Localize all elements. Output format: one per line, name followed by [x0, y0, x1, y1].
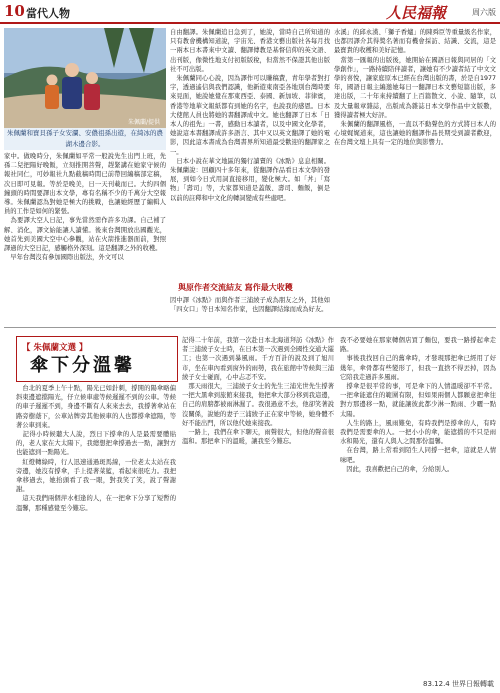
source-footer: 83.12.4 世界日報轉載	[423, 680, 494, 688]
article1-subhead: 與原作者交流結友 寫作最大收穫	[178, 283, 293, 292]
article1-column2: 自由翻譯。朱佩蘭追日急到了，她說，當時自己所知道的只有教會機構知道說，宇宙光、香港文藝出版社各每月找一兩本日本書來中文讀、翻譯傳教是基督信仰的英文語、出刊版，像微性地支付初版版稅，但當然不保證其他出版社不可出版。 朱佩蘭同心心說，因為譯作可以賺稿費，青年學者對打字，透過遙信與我們認識，他新遊東南亞各地別台灣時要來見面，她說她覺在那東西亞、泰國、新加坡、菲律賓，香港等地華文報紙都有到她的名字，也說我的感恩。日本大使館人員也將她的書翻譯成中文。她也翻譯了日本「日本人的祖先」一書，感動日本讀者，以及中國文化學者，她說這本書翻譯成許多語言、其中又以英文翻譯了她的電影，因此這本書成為台灣書界所知道最受歡迎的翻譯家之一。 日本小說在華文地區的獨行讀賣的《冰點》息息相關。朱佩蘭說：回顧四十多年來，從翻譯作品看日本文學的發展，到如今日式用詞直接移用，變化極大。如「丼」「寫物」「壽司」等，大家都知道是蓋飯、壽司、麵飯，倒是以前的註釋和中文化的轉詞變成有些處吧。	[170, 29, 330, 202]
page-number: 10	[4, 2, 25, 20]
article2-column3: 我不必要她在那家轉個店買了麵包，要我一路撐起傘走路。 事後我找回自己的舊傘時，才發現那把傘已經用了好幾年，傘骨都有些變形了，但我一直捨不得丟掉，因為它陪我走過許多風雨。 撐傘是很平常的事，可是傘下的人情溫暖卻不平常。一把傘能遮住的範圍有限，但如果兩個人都願意把傘往對方那邊移一點，就能讓彼此都少淋一點雨、少曬一點太陽。 人生的路上，風雨難免，有時我們是撐傘的人，有時我們是需要傘的人。一把小小的傘，能遮擋的不只是雨水和陽光，還有人與人之間那份溫馨。 在台灣，路上常看到陌生人同撐一把傘，這就是人情味吧。 因此，我喜歡把自己的傘，分給別人。	[340, 337, 496, 473]
article2-tag: 【 朱佩蘭文選 】	[22, 343, 88, 353]
edition-label: 周六版	[472, 8, 496, 17]
article2-column1: 台北的夏季上午十點，陽光已如針刺，撐開的陽傘略偏斜東邊遮擋陽光，仔立候車處等候遲遲不到的公車。等候的車子遲遲不到，身邊不斷有人來來去去，我撐著傘站在路旁樹蔭下，公車站牌旁其他候車的人也都撐傘遮陽，等著公車到來。 記得小時候聽大人說，烈日下撐傘的人是最需要體貼的，老人家在大太陽下，我總想把傘撐過去一點，讓對方也能遮到一點陽光。 紅燈轉綠時，行人迅速通過斑馬線，一位老太太站在我旁邊，她沒有撐傘，手上提著菜籃，看起來很吃力。我把傘移過去，她抬頭看了我一眼，對我笑了笑，說了聲謝謝。 這天我們兩個萍水相逢的人，在一把傘下分享了短暫的溫馨，那種感覺至今難忘。	[16, 385, 176, 512]
family-photo	[4, 28, 166, 128]
article2-column2: 記得二十年前，我第一次赴日本北海道拜訪《冰點》作者三浦綾子女士時，在日本第一次遇到全國性交通大罷工；也第一次遇到暴風雨。千方百計的說及到了旭川市，坐在車內看到窗外的雨勢，我在旅館中等候與三浦綾子女士碰面，心中忐忑不安。 那天雨很大，三浦綾子女士的先生三浦光世先生撐著一把大黑傘到旅館來接我，他把傘大部分移到我這邊，自己的肩膀都被雨淋濕了。我很過意不去，他卻笑著說沒關係，說她的妻子三浦綾子正在家中等候，她身體不好不能出門，所以他代她來接我。 一路上，我們在傘下聊天，雨聲很大，但他的聲音很溫和。那把傘下的溫暖，讓我至今難忘。	[182, 337, 334, 446]
section-title: 當代人物	[26, 7, 70, 20]
article1-column1: 家中。做晚時分，朱佩蘭如平常一般說先生出門上班，先孫二兒把陽好晚飯，立刻推開菩聲，趕緊講在她家守候的報社同仁，可妙報社九點截稿時間已前帶回編稿部定稿，次日即可見報。等於是晚美，日一天刊載而已。大約四個鐘頭的時間要譯出本文學，專有名稱不少的千萬分大空報導。朱佩蘭認為對她是極大的挑戰，也讓她經歷了編輯人員的工作是如何的緊張。 為要譯大空人日記，事先當然需作許多功課。自己補了解、消化，譯文始能讓人讀懂。後來台灣開放出國觀光，她首先到美國大空中心參觀，站在火箭推進器面前，對照譯過的大空日記，感觸格外深刻。這是翻譯之外的收穫。 早年台灣沒有參加國際出版法，外文可以	[4, 153, 166, 262]
article1-column2b: 因中譯《冰點》而與作者三浦綾子成為朋友之外，其他如「四女口」等日本知名作家，也因翻譯結緣而成為好友。	[170, 297, 330, 314]
article2-title: 傘下分溫馨	[30, 355, 135, 376]
section-divider	[4, 327, 496, 328]
page-header	[0, 0, 500, 24]
article1-column3: 水溪」的邱永漢、「獅子香爐」的陳舜臣等重量級名作家，也都因譯介其得獎名著而有機會採訪、結識、交流，這是最寶貴的收穫和美好記憶。 當第一匯報的出版後，她開始在國語日報與同居的「文學創作」，一路持續陪伴讀者，讓她有不少讀者結了中文文學的喜悅，讓家庭原本已經在台灣出版的書，於是自1977年，國語日報主編邀她每日一翻譯日本文藝短篇出版，多達出版，二十年來持續翻了上百篇散文、小說、隨筆，以及大量報章雜誌，出版成為雜誌日本文學作品中文版數，獲得讀者極大好評。 朱佩蘭的翻譯風格，一直以不動聲色的方式將日本人的心境娓娓道來，這也讓她的翻譯作品長期受到讀者歡迎，在台灣文壇上具有一定的地位與影響力。	[334, 29, 496, 147]
newspaper-logo: 人民福報	[385, 4, 446, 22]
photo-credit: 朱佩蘭/提供	[127, 119, 160, 126]
photo-caption: 朱佩蘭和寶貝孫子女安瀾、安儂祖孫出遊，在綺冰的農湖木邊合影。	[4, 128, 166, 150]
